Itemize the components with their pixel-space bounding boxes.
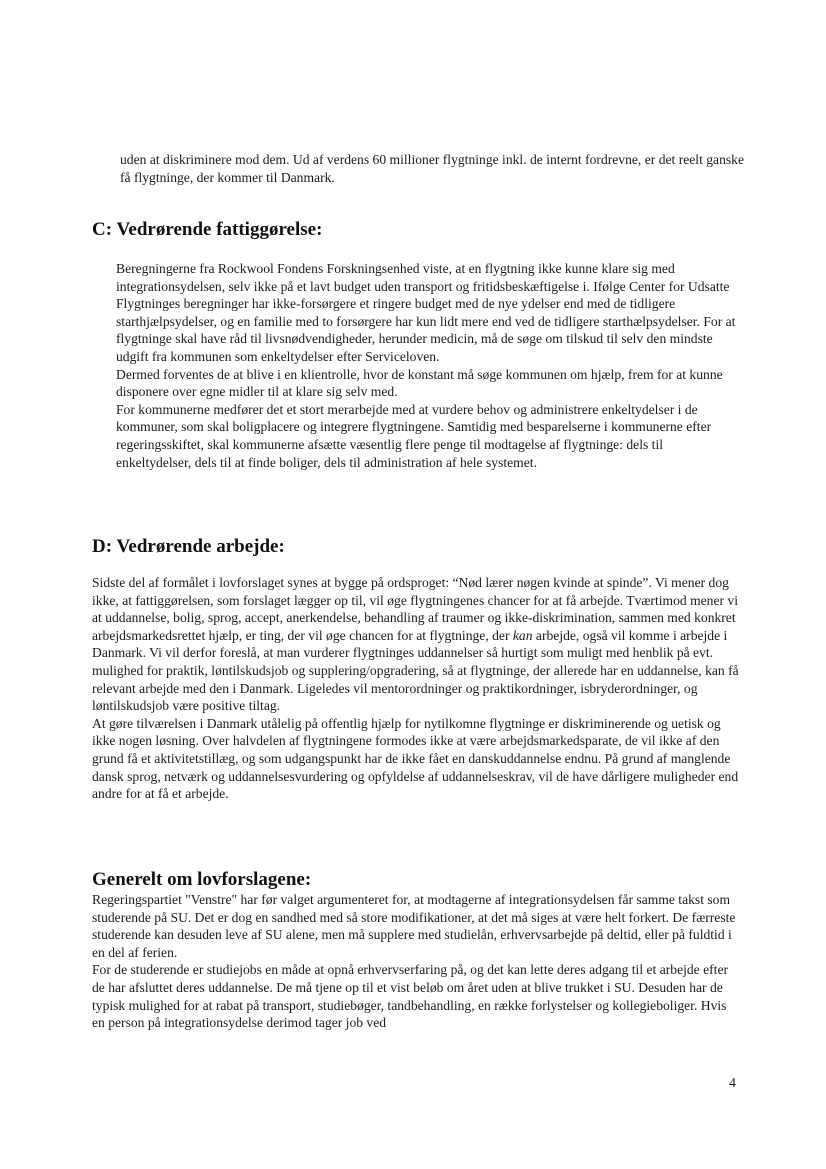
section-c-body — [116, 260, 741, 471]
section-d-paragraph-1 — [92, 574, 742, 715]
intro-text: uden at diskriminere mod dem. Ud af verdens 60 millioner flygtninge inkl. de internt fordrevne, er det reelt ganske få flygtninge, der kommer til Danmark. — [120, 152, 744, 185]
section-d-emphasis: kan — [512, 627, 533, 643]
section-d-body — [92, 574, 742, 803]
section-d-heading: D: Vedrørende arbejde: — [92, 536, 285, 557]
intro-paragraph — [120, 151, 745, 186]
general-paragraph-1: Regeringspartiet "Venstre" har før valget argumenteret for, at modtagerne af integrationsydelsen får samme takst som studerende på SU. Det er dog en sandhed med så store modifikationer, at det må siges at være helt forkert. De færreste studerende kan desuden leve af SU alene, men må supplere med studielån, erhvervsarbejde på deltid, eller på fuldtid i en del af ferien. — [92, 892, 736, 960]
general-paragraph-2: For de studerende er studiejobs en måde at opnå erhvervserfaring på, og det kan lette deres adgang til et arbejde efter de har afsluttet deres uddannelse. De må tjene op til et vist beløb om året uden at blive trukket i SU. Desuden har de typisk mulighed for at rabat på transport, studiebøger, tandbehandling, en række forlystelser og kollegieboliger. Hvis en person på integrationsydelse derimod tager job ved — [92, 962, 729, 1031]
section-c-paragraph-2: Dermed forventes de at blive i en klientrolle, hvor de konstant må søge kommunen om hjælp, frem for at kunne disponere over egne midler til at klare sig selv med. — [116, 366, 723, 400]
general-heading: Generelt om lovforslagene: — [92, 869, 312, 890]
section-c-paragraph-3: For kommunerne medfører det et stort merarbejde med at vurdere behov og administrere enkeltydelser i de kommuner, som skal boligplacere og integrere flygtningene. Samtidig med besparelserne i kommunerne efter regeringsskiftet, skal kommunerne afsætte væsentlig flere penge til modtagelse af flygtninge: dels til enkeltydelser, dels til at finde boliger, dels til administration af hele systemet. — [116, 401, 712, 470]
section-c-paragraph-1: Beregningerne fra Rockwool Fondens Forskningsenhed viste, at en flygtning ikke kunne klare sig med integrationsydelsen, selv ikke på et lavt budget uden transport og fritidsbeskæftigelse i. Ifølge Center for Udsatte Flygtninges beregninger har ikke-forsørgere et ringere budget med de nye ydelser end med de tidligere starthjælpsydelser, og en familie med to forsørgere har kun lidt mere end ved de tidligere starthælpsydelser. For at flygtninge skal have råd til livsnødvendigheder, herunder medicin, må de søge om tilskud til selv den mindste udgift fra kommunen som enkeltydelser efter Serviceloven. — [116, 261, 736, 364]
section-d-paragraph-2: At gøre tilværelsen i Danmark utålelig på offentlig hjælp for nytilkomne flygtninge er diskriminerende og uetisk og ikke nogen løsning. Over halvdelen af flygtningene formodes ikke at være arbejdsmarkedsparate, de vil ikke af den grund få et aktivitetstillæg, og som udgangspunkt har de ikke fået en danskuddannelse endnu. På grund af manglende dansk sprog, netværk og uddannelsesvurdering og opfyldelse af uddannelseskrav, vil de have dårligere muligheder end andre for at få et arbejde. — [92, 715, 739, 802]
section-d-paragraph-1-end: arbejde, også vil komme i arbejde i Danmark. Vi vil derfor foreslå, at man vurderer flygtninges uddannelser så hurtigt som muligt med henblik på evt. mulighed for praktik, løntilskudsjob og supplering/opgradering, så at flygtninge, der allerede har en uddannelse, kan få relevant arbejde med den i Danmark. Ligeledes vil mentorordninger og praktikordninger, isbryderordninger, og løntilskudsjob være positive tiltag. — [92, 627, 739, 714]
general-body — [92, 891, 742, 1032]
section-d-paragraph-1-start: Sidste del af formålet i lovforslaget synes at bygge på ordsproget: “Nød lærer nøgen kvinde at spinde”. Vi mener dog ikke, at fattiggørelsen, som forslaget lægger op til, vil øge flygtningenes chancer for at få arbejde. Tværtimod mener vi at uddannelse, bolig, sprog, accept, anerkendelse, behandling af traumer og ikke-diskrimination, sammen med konkret arbejdsmarkedsrettet hjælp, er ting, der vil øge chancen for at flygtninge, der — [92, 575, 739, 643]
section-c-heading: C: Vedrørende fattiggørelse: — [92, 219, 323, 240]
page-number: 4 — [729, 1076, 736, 1091]
